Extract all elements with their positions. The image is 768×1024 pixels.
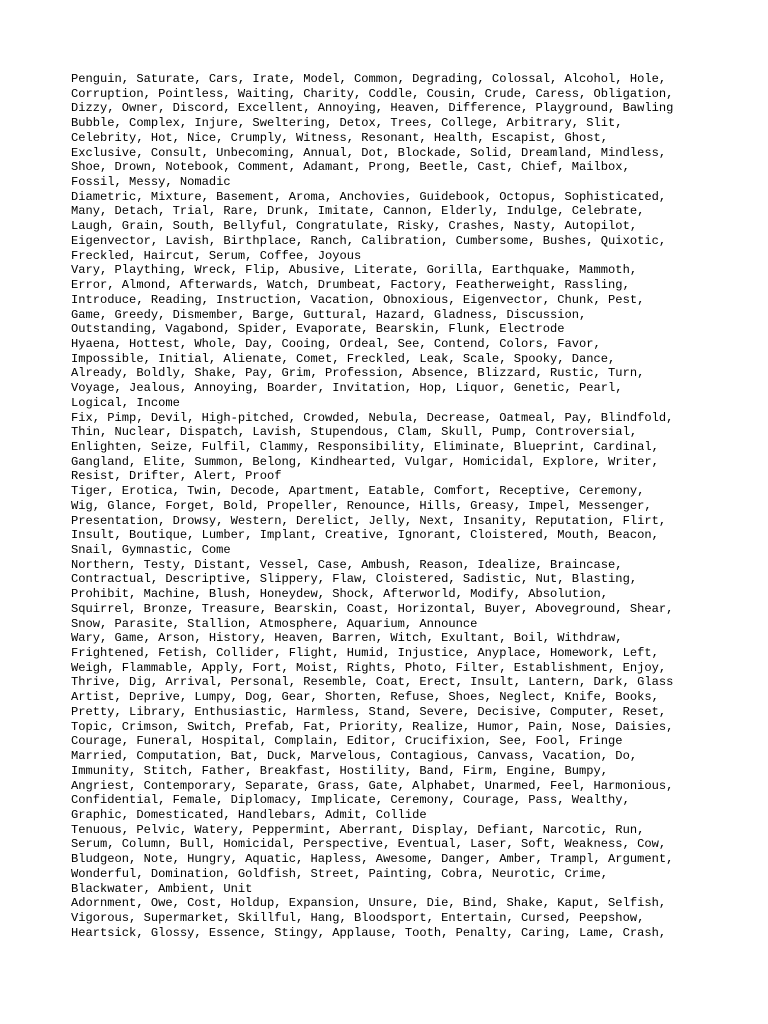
text-line: Introduce, Reading, Instruction, Vacation, Obnoxious, Eigenvector, Chunk, Pest, xyxy=(71,292,645,307)
text-line: Prohibit, Machine, Blush, Honeydew, Shock, Afterworld, Modify, Absolution, xyxy=(71,587,609,602)
text-line: Laugh, Grain, South, Bellyful, Congratulate, Risky, Crashes, Nasty, Autopilot, xyxy=(71,219,638,234)
document-body xyxy=(71,72,731,940)
text-line: Game, Greedy, Dismember, Barge, Guttural, Hazard, Gladness, Discussion, xyxy=(71,307,587,322)
text-line: Snail, Gymnastic, Come xyxy=(71,543,231,557)
text-line: Heartsick, Glossy, Essence, Stingy, Applause, Tooth, Penalty, Caring, Lame, Crash, xyxy=(71,925,667,940)
text-line: Presentation, Drowsy, Western, Derelict, Jelly, Next, Insanity, Reputation, Flirt, xyxy=(71,513,667,528)
text-line: Blackwater, Ambient, Unit xyxy=(71,881,253,896)
text-line: Northern, Testy, Distant, Vessel, Case, Ambush, Reason, Idealize, Braincase, xyxy=(71,557,623,572)
text-line: Many, Detach, Trial, Rare, Drunk, Imitate, Cannon, Elderly, Indulge, Celebrate, xyxy=(71,204,645,219)
text-line: Tenuous, Pelvic, Watery, Peppermint, Aberrant, Display, Defiant, Narcotic, Run, xyxy=(71,822,645,837)
text-line: Freckled, Haircut, Serum, Coffee, Joyous xyxy=(71,248,362,263)
text-line: Impossible, Initial, Alienate, Comet, Freckled, Leak, Scale, Spooky, Dance, xyxy=(71,351,616,366)
text-line: Wonderful, Domination, Goldfish, Street, Painting, Cobra, Neurotic, Crime, xyxy=(71,866,609,881)
text-line: Celebrity, Hot, Nice, Crumply, Witness, Resonant, Health, Escapist, Ghost, xyxy=(71,130,609,145)
text-line: Immunity, Stitch, Father, Breakfast, Hostility, Band, Firm, Engine, Bumpy, xyxy=(71,763,609,778)
text-line: Shoe, Drown, Notebook, Comment, Adamant, Prong, Beetle, Cast, Chief, Mailbox, xyxy=(71,160,630,175)
text-line: Graphic, Domesticated, Handlebars, Admit, Collide xyxy=(71,807,427,822)
text-line: Bludgeon, Note, Hungry, Aquatic, Hapless, Awesome, Danger, Amber, Trampl, Argument, xyxy=(71,852,674,867)
text-line: Weigh, Flammable, Apply, Fort, Moist, Rights, Photo, Filter, Establishment, Enjoy, xyxy=(71,660,667,675)
text-line: Fossil, Messy, Nomadic xyxy=(71,175,231,190)
text-line: Squirrel, Bronze, Treasure, Bearskin, Coast, Horizontal, Buyer, Aboveground, Shear, xyxy=(71,601,674,616)
text-line: Frightened, Fetish, Collider, Flight, Humid, Injustice, Anyplace, Homework, Left, xyxy=(71,646,659,661)
text-line: Wary, Game, Arson, History, Heaven, Barren, Witch, Exultant, Boil, Withdraw, xyxy=(71,631,623,646)
text-line: Courage, Funeral, Hospital, Complain, Editor, Crucifixion, See, Fool, Fringe xyxy=(71,734,623,749)
text-line: Thrive, Dig, Arrival, Personal, Resemble, Coat, Erect, Insult, Lantern, Dark, Glass xyxy=(71,675,674,690)
text-line: Artist, Deprive, Lumpy, Dog, Gear, Shorten, Refuse, Shoes, Neglect, Knife, Books, xyxy=(71,690,659,705)
text-line: Resist, Drifter, Alert, Proof xyxy=(71,469,282,484)
text-line: Vary, Plaything, Wreck, Flip, Abusive, Literate, Gorilla, Earthquake, Mammoth, xyxy=(71,263,638,278)
text-line: Serum, Column, Bull, Homicidal, Perspective, Eventual, Laser, Soft, Weakness, Cow, xyxy=(71,837,667,852)
text-line: Diametric, Mixture, Basement, Aroma, Anchovies, Guidebook, Octopus, Sophisticated, xyxy=(71,189,667,204)
text-line: Outstanding, Vagabond, Spider, Evaporate, Bearskin, Flunk, Electrode xyxy=(71,322,565,337)
text-line: Vigorous, Supermarket, Skillful, Hang, Bloodsport, Entertain, Cursed, Peepshow, xyxy=(71,910,645,925)
text-line: Hyaena, Hottest, Whole, Day, Cooing, Ordeal, See, Contend, Colors, Favor, xyxy=(71,336,601,351)
text-line: Voyage, Jealous, Annoying, Boarder, Invitation, Hop, Liquor, Genetic, Pearl, xyxy=(71,381,623,396)
text-line: Dizzy, Owner, Discord, Excellent, Annoying, Heaven, Difference, Playground, Bawling xyxy=(71,101,674,116)
text-line: Insult, Boutique, Lumber, Implant, Creative, Ignorant, Cloistered, Mouth, Beacon, xyxy=(71,528,659,543)
text-line: Gangland, Elite, Summon, Belong, Kindhearted, Vulgar, Homicidal, Explore, Writer, xyxy=(71,454,659,469)
text-line: Adornment, Owe, Cost, Holdup, Expansion, Unsure, Die, Bind, Shake, Kaput, Selfish, xyxy=(71,896,667,911)
text-line: Corruption, Pointless, Waiting, Charity, Coddle, Cousin, Crude, Caress, Obligation, xyxy=(71,86,674,101)
text-line: Pretty, Library, Enthusiastic, Harmless, Stand, Severe, Decisive, Computer, Reset, xyxy=(71,704,667,719)
text-line: Exclusive, Consult, Unbecoming, Annual, Dot, Blockade, Solid, Dreamland, Mindless, xyxy=(71,145,667,160)
text-line: Enlighten, Seize, Fulfil, Clammy, Responsibility, Eliminate, Blueprint, Cardinal, xyxy=(71,439,659,454)
text-line: Wig, Glance, Forget, Bold, Propeller, Renounce, Hills, Greasy, Impel, Messenger, xyxy=(71,498,652,513)
text-line: Bubble, Complex, Injure, Sweltering, Detox, Trees, College, Arbitrary, Slit, xyxy=(71,116,623,131)
text-line: Fix, Pimp, Devil, High-pitched, Crowded, Nebula, Decrease, Oatmeal, Pay, Blindfold, xyxy=(71,410,674,425)
text-line: Contractual, Descriptive, Slippery, Flaw, Cloistered, Sadistic, Nut, Blasting, xyxy=(71,572,638,587)
text-line: Tiger, Erotica, Twin, Decode, Apartment, Eatable, Comfort, Receptive, Ceremony, xyxy=(71,484,645,499)
text-line: Eigenvector, Lavish, Birthplace, Ranch, Calibration, Cumbersome, Bushes, Quixotic, xyxy=(71,233,667,248)
text-line: Already, Boldly, Shake, Pay, Grim, Profession, Absence, Blizzard, Rustic, Turn, xyxy=(71,366,645,381)
text-line: Snow, Parasite, Stallion, Atmosphere, Aquarium, Announce xyxy=(71,616,478,631)
text-line: Married, Computation, Bat, Duck, Marvelous, Contagious, Canvass, Vacation, Do, xyxy=(71,749,638,764)
text-line: Angriest, Contemporary, Separate, Grass, Gate, Alphabet, Unarmed, Feel, Harmonious, xyxy=(71,778,674,793)
text-line: Confidential, Female, Diplomacy, Implicate, Ceremony, Courage, Pass, Wealthy, xyxy=(71,793,630,808)
text-line: Logical, Income xyxy=(71,395,180,410)
text-line: Error, Almond, Afterwards, Watch, Drumbeat, Factory, Featherweight, Rassling, xyxy=(71,278,630,293)
text-line: Thin, Nuclear, Dispatch, Lavish, Stupendous, Clam, Skull, Pump, Controversial, xyxy=(71,425,638,440)
text-line: Penguin, Saturate, Cars, Irate, Model, Common, Degrading, Colossal, Alcohol, Hole, xyxy=(71,72,667,86)
text-line: Topic, Crimson, Switch, Prefab, Fat, Priority, Realize, Humor, Pain, Nose, Daisies, xyxy=(71,719,674,734)
